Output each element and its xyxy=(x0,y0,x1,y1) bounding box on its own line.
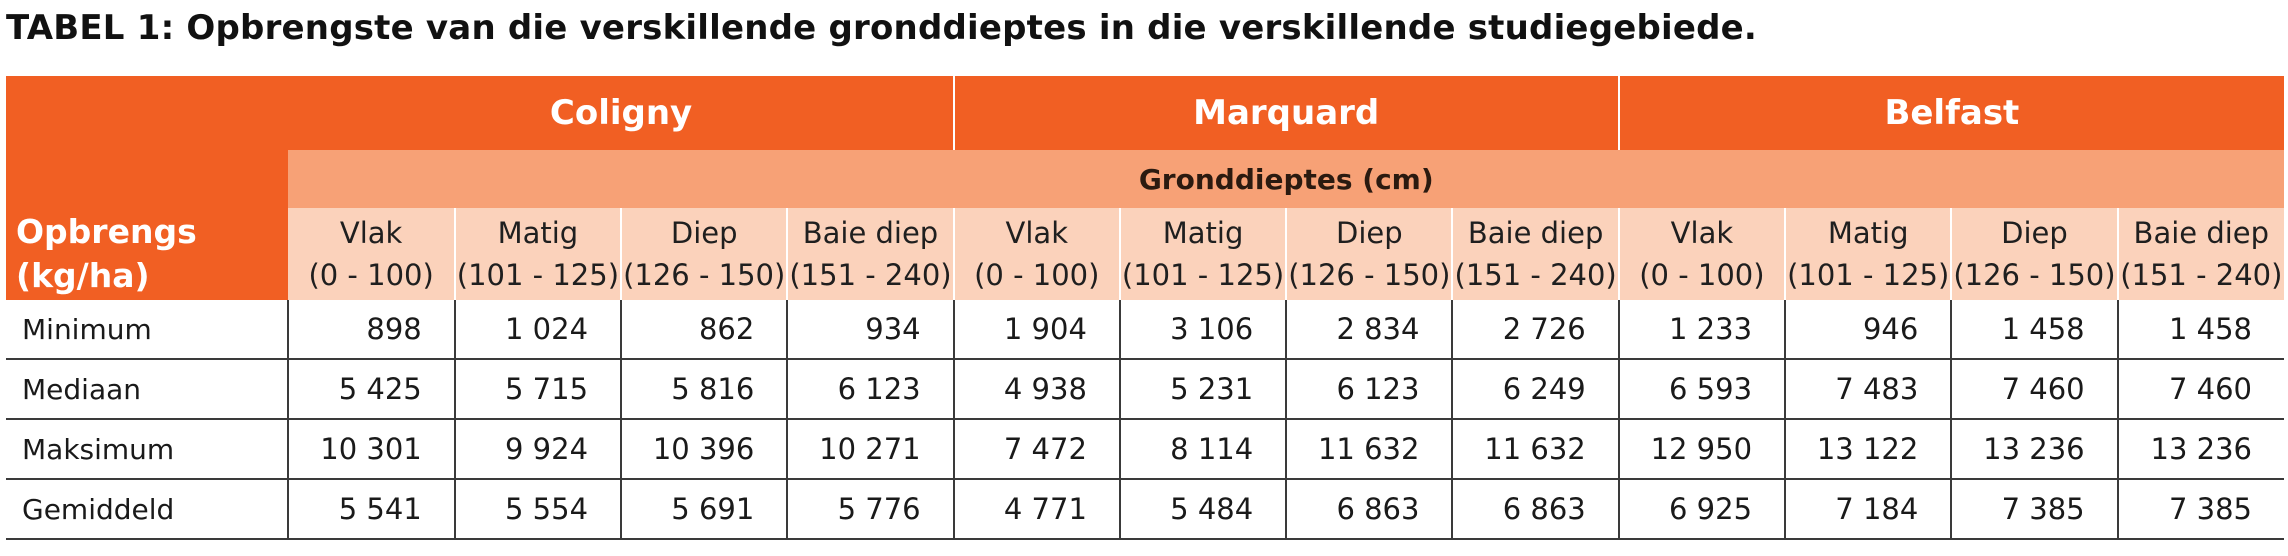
column-header xyxy=(455,208,621,300)
table-cell: 6 123 xyxy=(1286,359,1452,419)
table-cell: 2 726 xyxy=(1452,300,1618,359)
row-label: Gemiddeld xyxy=(6,479,288,539)
table-cell: 10 396 xyxy=(621,419,787,479)
table-cell: 5 541 xyxy=(288,479,454,539)
table-cell: 1 458 xyxy=(1951,300,2117,359)
table-cell: 5 776 xyxy=(787,479,953,539)
table-cell: 5 484 xyxy=(1120,479,1286,539)
table-cell: 11 632 xyxy=(1286,419,1452,479)
column-header-range: (0 - 100) xyxy=(308,258,434,292)
table-cell: 5 691 xyxy=(621,479,787,539)
column-header-name: Vlak xyxy=(1005,216,1068,250)
column-header xyxy=(1785,208,1951,300)
column-header xyxy=(1452,208,1618,300)
table-cell: 1 024 xyxy=(455,300,621,359)
row-header-cell xyxy=(6,76,288,300)
table-cell: 1 233 xyxy=(1619,300,1785,359)
column-header-range: (101 - 125) xyxy=(1787,258,1950,292)
table-body xyxy=(6,300,2284,539)
table-cell: 6 863 xyxy=(1286,479,1452,539)
column-header-name: Baie diep xyxy=(1467,216,1604,250)
table-cell: 5 715 xyxy=(455,359,621,419)
table-row xyxy=(6,300,2284,359)
table-cell: 7 472 xyxy=(954,419,1120,479)
table-cell: 862 xyxy=(621,300,787,359)
table-cell: 7 460 xyxy=(2118,359,2284,419)
table-cell: 7 460 xyxy=(1951,359,2117,419)
table-row xyxy=(6,419,2284,479)
region-header-belfast: Belfast xyxy=(1619,76,2284,150)
column-header xyxy=(1951,208,2117,300)
column-header-range: (0 - 100) xyxy=(974,258,1100,292)
depth-header: Gronddieptes (cm) xyxy=(288,150,2284,208)
column-header-name: Matig xyxy=(1827,216,1909,250)
column-header-range: (126 - 150) xyxy=(1953,258,2116,292)
table-cell: 1 458 xyxy=(2118,300,2284,359)
column-header xyxy=(1619,208,1785,300)
table-cell: 13 236 xyxy=(1951,419,2117,479)
table-cell: 6 123 xyxy=(787,359,953,419)
table-cell: 10 301 xyxy=(288,419,454,479)
table-cell: 934 xyxy=(787,300,953,359)
column-header-name: Diep xyxy=(670,216,738,250)
table-cell: 6 863 xyxy=(1452,479,1618,539)
column-header-name: Diep xyxy=(2001,216,2068,250)
table-cell: 7 483 xyxy=(1785,359,1951,419)
table-row xyxy=(6,359,2284,419)
table-cell: 4 938 xyxy=(954,359,1120,419)
column-header-name: Matig xyxy=(1162,216,1244,250)
column-header-name: Vlak xyxy=(339,216,403,250)
table-cell: 9 924 xyxy=(455,419,621,479)
column-header xyxy=(288,208,454,300)
row-label: Maksimum xyxy=(6,419,288,479)
table-cell: 2 834 xyxy=(1286,300,1452,359)
column-header xyxy=(2118,208,2284,300)
table-cell: 5 231 xyxy=(1120,359,1286,419)
table-title: TABEL 1: Opbrengste van die verskillende gronddieptes in die verskillende studiegebiede. xyxy=(6,8,1758,48)
table-cell: 11 632 xyxy=(1452,419,1618,479)
column-header-range: (126 - 150) xyxy=(1288,258,1451,292)
table-cell: 3 106 xyxy=(1120,300,1286,359)
column-header-name: Baie diep xyxy=(802,216,939,250)
column-header-range: (151 - 240) xyxy=(1454,258,1617,292)
column-header xyxy=(787,208,953,300)
region-header-marquard: Marquard xyxy=(954,76,1619,150)
table-cell: 7 184 xyxy=(1785,479,1951,539)
table-cell: 898 xyxy=(288,300,454,359)
row-label: Minimum xyxy=(6,300,288,359)
row-header-line2: (kg/ha) xyxy=(16,256,150,295)
table-cell: 8 114 xyxy=(1120,419,1286,479)
table-cell: 5 816 xyxy=(621,359,787,419)
table-row xyxy=(6,479,2284,539)
table-cell: 1 904 xyxy=(954,300,1120,359)
column-header-range: (151 - 240) xyxy=(2120,258,2283,292)
table-cell: 5 554 xyxy=(455,479,621,539)
column-header-name: Baie diep xyxy=(2133,216,2270,250)
table-cell: 7 385 xyxy=(2118,479,2284,539)
table-cell: 7 385 xyxy=(1951,479,2117,539)
column-header xyxy=(1120,208,1286,300)
table-cell: 6 593 xyxy=(1619,359,1785,419)
table-cell: 6 925 xyxy=(1619,479,1785,539)
table-cell: 12 950 xyxy=(1619,419,1785,479)
column-header-name: Matig xyxy=(497,216,579,250)
table-cell: 13 122 xyxy=(1785,419,1951,479)
column-header-range: (151 - 240) xyxy=(789,258,952,292)
table-cell: 4 771 xyxy=(954,479,1120,539)
column-header-range: (101 - 125) xyxy=(1121,258,1285,292)
row-label: Mediaan xyxy=(6,359,288,419)
column-header xyxy=(954,208,1120,300)
subheader-row xyxy=(6,208,2284,300)
row-header-line1: Opbrengs xyxy=(16,212,197,251)
column-header-range: (101 - 125) xyxy=(456,258,620,292)
table-cell: 10 271 xyxy=(787,419,953,479)
column-header-range: (126 - 150) xyxy=(623,258,786,292)
table-cell: 5 425 xyxy=(288,359,454,419)
yield-table xyxy=(6,76,2284,540)
column-header xyxy=(1286,208,1452,300)
column-header-range: (0 - 100) xyxy=(1639,258,1765,292)
table-cell: 6 249 xyxy=(1452,359,1618,419)
table-cell: 13 236 xyxy=(2118,419,2284,479)
region-header-coligny: Coligny xyxy=(288,76,953,150)
table-cell: 946 xyxy=(1785,300,1951,359)
column-header-name: Vlak xyxy=(1670,216,1734,250)
column-header-name: Diep xyxy=(1336,216,1403,250)
column-header xyxy=(621,208,787,300)
